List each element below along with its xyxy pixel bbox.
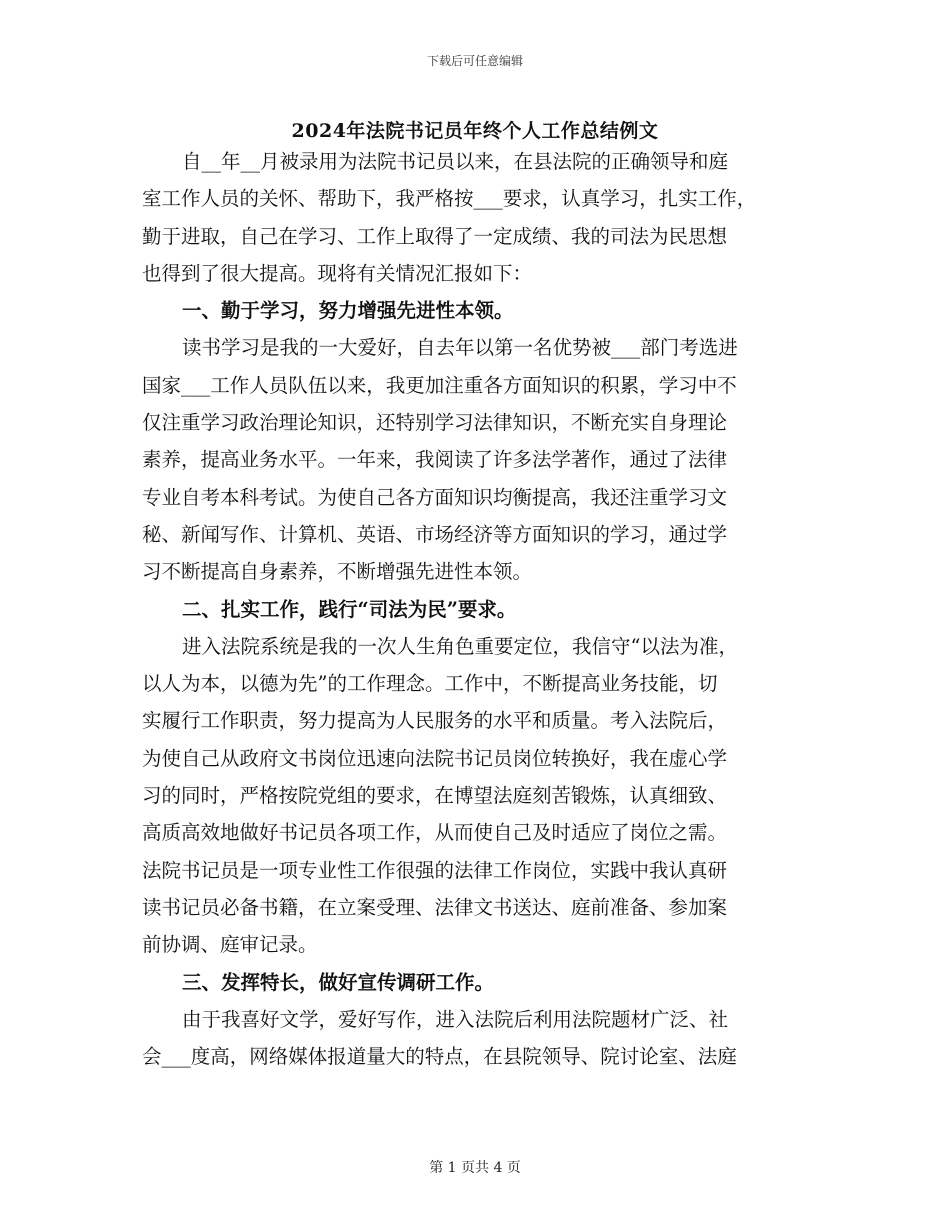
body-line: 仅注重学习政治理论知识，还特别学习法律知识，不断充实自身理论: [142, 411, 728, 435]
body-line: 也得到了很大提高。现将有关情况汇报如下：: [142, 261, 533, 285]
section-heading: 一、勤于学习，努力增强先进性本领。: [182, 299, 514, 323]
body-line: 自__年__月被录用为法院书记员以来，在县法院的正确领导和庭: [182, 150, 729, 173]
body-line: 为使自己从政府文书岗位迅速向法院书记员岗位转换好，我在虚心学: [142, 746, 728, 770]
body-line: 法院书记员是一项专业性工作很强的法律工作岗位，实践中我认真研: [142, 858, 728, 882]
page-header-note: 下载后可任意编辑: [426, 54, 523, 68]
body-line: 习的同时，严格按院党组的要求，在博望法庭刻苦锻炼，认真细致、: [142, 784, 728, 808]
body-line: 会___度高，网络媒体报道量大的特点，在县院领导、院讨论室、法庭: [142, 1045, 737, 1069]
body-line: 由于我喜好文学，爱好写作，进入法院后利用法院题材广泛、社: [182, 1007, 729, 1031]
body-line: 勤于进取，自己在学习、工作上取得了一定成绩、我的司法为民思想: [142, 224, 728, 248]
document-body: [142, 143, 814, 1075]
body-line: 进入法院系统是我的一次人生角色重要定位，我信守“以法为准，: [182, 634, 738, 658]
body-line: 习不断提高自身素养，不断增强先进性本领。: [142, 560, 533, 584]
section-heading: 三、发挥特长，做好宣传调研工作。: [182, 970, 495, 994]
body-line: 专业自考本科考试。为使自己各方面知识均衡提高，我还注重学习文: [142, 485, 728, 509]
body-line: 以人为本，以德为先”的工作理念。工作中，不断提高业务技能，切: [142, 672, 718, 696]
body-line: 读书学习是我的一大爱好，自去年以第一名优势被___部门考选进: [182, 336, 738, 360]
body-line: 高质高效地做好书记员各项工作，从而使自己及时适应了岗位之需。: [142, 821, 728, 845]
body-line: 素养，提高业务水平。一年来，我阅读了许多法学著作，通过了法律: [142, 448, 728, 472]
body-line: 读书记员必备书籍，在立案受理、法律文书送达、庭前准备、参加案: [142, 895, 728, 919]
page-number: 第 1 页共 4 页: [429, 1160, 521, 1176]
section-heading: 二、扎实工作，践行“司法为民”要求。: [182, 597, 517, 621]
body-line: 秘、新闻写作、计算机、英语、市场经济等方面知识的学习，通过学: [142, 522, 728, 546]
body-line: 国家___工作人员队伍以来，我更加注重各方面知识的积累，学习中不: [142, 373, 737, 397]
body-line: 实履行工作职责，努力提高为人民服务的水平和质量。考入法院后，: [142, 709, 728, 733]
document-title: 2024年法院书记员年终个人工作总结例文: [291, 120, 659, 142]
body-line: 前协调、庭审记录。: [142, 933, 318, 957]
body-line: 室工作人员的关怀、帮助下，我严格按___要求，认真学习，扎实工作，: [142, 187, 757, 211]
